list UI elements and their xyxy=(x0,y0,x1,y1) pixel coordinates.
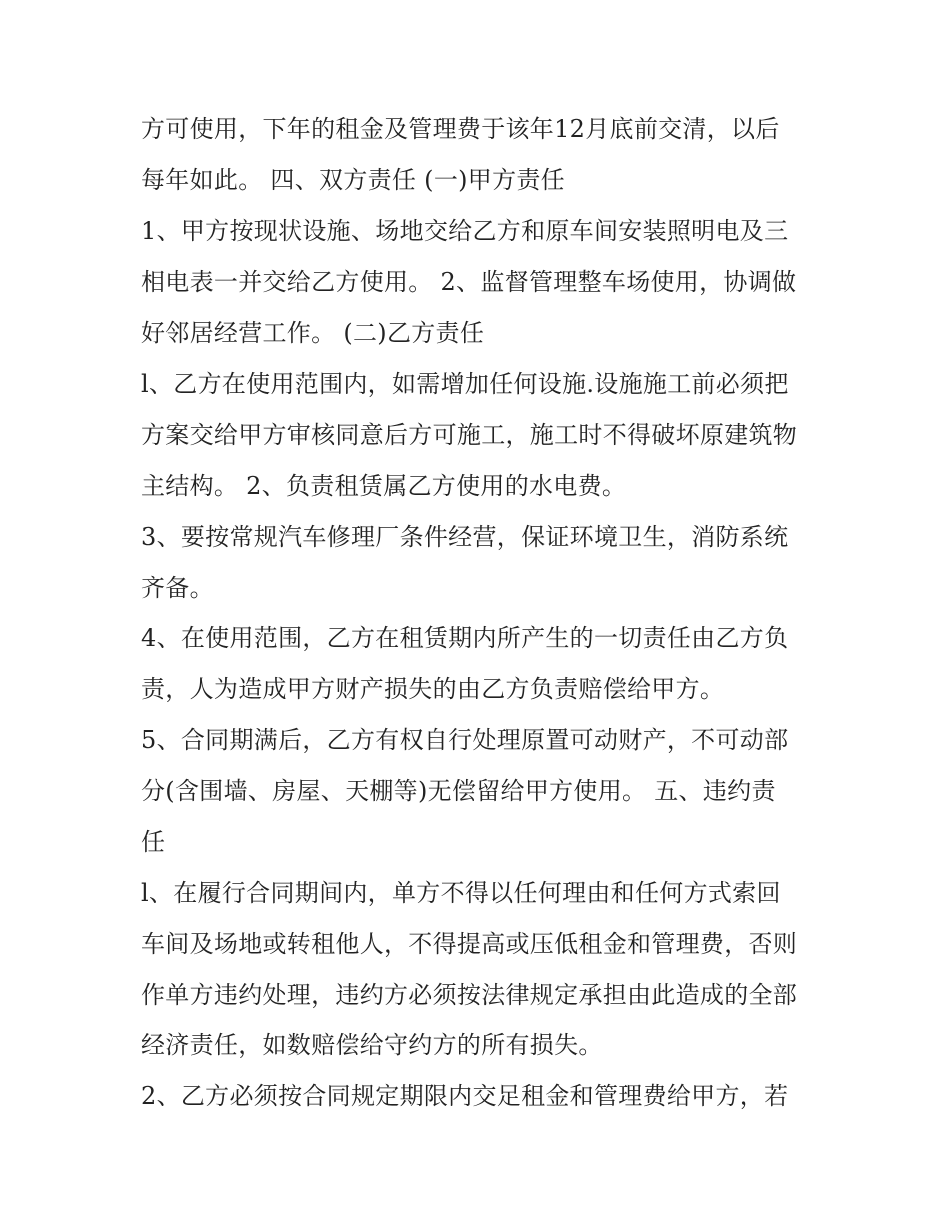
text-line: 相电表一并交给乙方使用。 2、监督管理整车场使用，协调做 xyxy=(141,268,797,296)
text-line: 作单方违约处理，违约方必须按法律规定承担由此造成的全部 xyxy=(141,981,798,1009)
text-line: 任 xyxy=(141,828,166,856)
text-line: 5、合同期满后，乙方有权自行处理原置可动财产，不可动部 xyxy=(141,726,789,754)
text-line: 分(含围墙、房屋、天棚等)无偿留给甲方使用。 五、违约责 xyxy=(141,777,776,805)
text-line: 1、甲方按现状设施、场地交给乙方和原车间安装照明电及三 xyxy=(141,217,789,245)
text-line: 3、要按常规汽车修理厂条件经营，保证环境卫生，消防系统 xyxy=(141,523,789,551)
text-line: 每年如此。 四、双方责任 (一)甲方责任 xyxy=(141,166,565,194)
text-line: 经济责任，如数赔偿给守约方的所有损失。 xyxy=(141,1031,603,1059)
text-line: l、乙方在使用范围内，如需增加任何设施.设施施工前必须把 xyxy=(141,370,789,398)
text-line: l、在履行合同期间内，单方不得以任何理由和任何方式索回 xyxy=(141,879,781,907)
text-line: 责，人为造成甲方财产损失的由乙方负责赔偿给甲方。 xyxy=(141,675,725,703)
text-line: 方可使用，下年的租金及管理费于该年12月底前交清，以后 xyxy=(141,115,780,143)
text-line: 4、在使用范围，乙方在租赁期内所产生的一切责任由乙方负 xyxy=(141,624,789,652)
text-line: 车间及场地或转租他人，不得提高或压低租金和管理费，否则 xyxy=(141,930,798,958)
text-line: 主结构。 2、负责租赁属乙方使用的水电费。 xyxy=(141,472,627,500)
text-line: 齐备。 xyxy=(141,574,214,602)
text-line: 2、乙方必须按合同规定期限内交足租金和管理费给甲方，若 xyxy=(141,1082,789,1110)
text-line: 方案交给甲方审核同意后方可施工，施工时不得破坏原建筑物 xyxy=(141,421,798,449)
text-line: 好邻居经营工作。 (二)乙方责任 xyxy=(141,319,485,347)
